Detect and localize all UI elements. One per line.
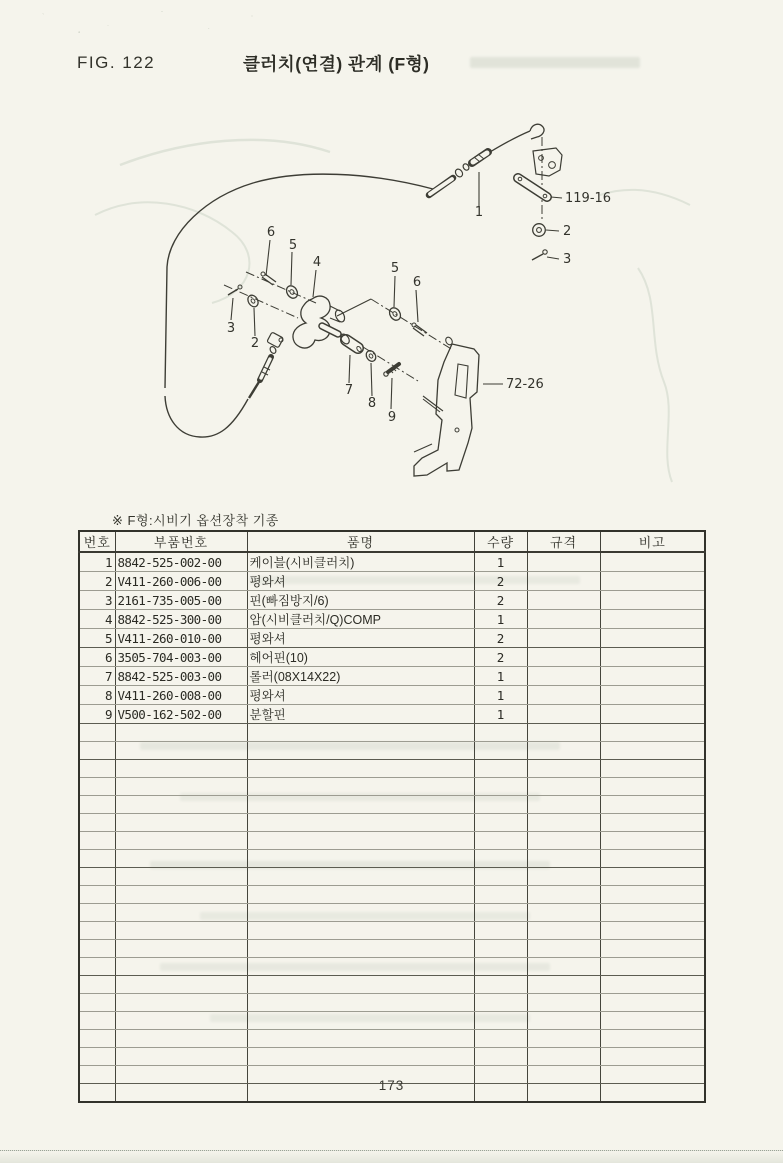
cell-empty [79, 724, 115, 742]
cell-empty [527, 760, 600, 778]
cell-empty [247, 868, 474, 886]
cell-empty [247, 994, 474, 1012]
cell-empty [600, 850, 705, 868]
cell-empty [115, 850, 247, 868]
cell-empty [79, 1030, 115, 1048]
cell-empty [474, 796, 527, 814]
cell-part_no: V411-260-010-00 [115, 629, 247, 648]
cell-name: 롤러(08X14X22) [247, 667, 474, 686]
cell-part_no: V411-260-006-00 [115, 572, 247, 591]
cell-empty [474, 760, 527, 778]
cell-empty [247, 814, 474, 832]
cell-remark [600, 610, 705, 629]
table-row [79, 552, 705, 572]
cell-empty [527, 724, 600, 742]
table-row-empty [79, 742, 705, 760]
cell-empty [527, 922, 600, 940]
col-header-spec: 규격 [527, 531, 600, 552]
cell-empty [115, 958, 247, 976]
cell-qty: 1 [474, 667, 527, 686]
cell-empty [527, 850, 600, 868]
table-row-empty [79, 778, 705, 796]
cell-empty [247, 1030, 474, 1048]
cell-empty [247, 958, 474, 976]
cell-empty [600, 922, 705, 940]
cell-qty: 2 [474, 591, 527, 610]
cell-empty [600, 976, 705, 994]
cell-empty [247, 1048, 474, 1066]
table-row-empty [79, 940, 705, 958]
table-row [79, 686, 705, 705]
cell-name: 평와셔 [247, 686, 474, 705]
clutch-cable-drawing [165, 124, 544, 437]
cell-qty: 1 [474, 552, 527, 572]
cell-empty [474, 958, 527, 976]
cell-part_no: V411-260-008-00 [115, 686, 247, 705]
callout-9: 9 [387, 410, 397, 425]
cell-name: 평와셔 [247, 629, 474, 648]
cell-part_no: 8842-525-300-00 [115, 610, 247, 629]
page-number: 173 [378, 1078, 405, 1093]
cell-empty [600, 832, 705, 850]
cell-empty [115, 778, 247, 796]
cell-empty [115, 814, 247, 832]
cell-empty [115, 796, 247, 814]
cell-remark [600, 629, 705, 648]
cell-empty [527, 1048, 600, 1066]
cell-no: 3 [79, 591, 115, 610]
table-row-empty [79, 760, 705, 778]
cell-no: 7 [79, 667, 115, 686]
callout-labels [227, 191, 611, 425]
figure-number: FIG. 122 [77, 53, 156, 72]
cell-spec [527, 667, 600, 686]
cell-empty [79, 742, 115, 760]
cell-empty [247, 940, 474, 958]
cell-empty [247, 778, 474, 796]
cell-empty [600, 742, 705, 760]
cell-empty [115, 940, 247, 958]
cell-empty [474, 922, 527, 940]
table-row-empty [79, 976, 705, 994]
table-row-empty [79, 922, 705, 940]
parts-table-body [79, 552, 705, 1102]
cell-empty [247, 922, 474, 940]
cell-empty [79, 940, 115, 958]
callout-3: 3 [563, 252, 572, 267]
bracket-drawing [414, 336, 479, 476]
cell-empty [527, 778, 600, 796]
cell-empty [115, 904, 247, 922]
cell-remark [600, 552, 705, 572]
cell-empty [527, 868, 600, 886]
cell-empty [79, 904, 115, 922]
cell-spec [527, 610, 600, 629]
cell-qty: 2 [474, 572, 527, 591]
callout-6b: 6 [412, 275, 422, 290]
cell-part_no: 3505-704-003-00 [115, 648, 247, 667]
cell-empty [600, 724, 705, 742]
cell-empty [247, 760, 474, 778]
cell-empty [115, 1030, 247, 1048]
cell-empty [115, 922, 247, 940]
cell-empty [600, 778, 705, 796]
cell-empty [79, 778, 115, 796]
parts-table [78, 530, 706, 1103]
cell-empty [474, 868, 527, 886]
cell-empty [527, 742, 600, 760]
cell-no: 1 [79, 552, 115, 572]
cell-empty [115, 994, 247, 1012]
table-row [79, 629, 705, 648]
cell-empty [527, 958, 600, 976]
cell-empty [600, 940, 705, 958]
callout-5b: 5 [390, 261, 400, 276]
cell-part_no: 8842-525-002-00 [115, 552, 247, 572]
cell-empty [79, 1048, 115, 1066]
hairpin-washer-upper-drawing [261, 272, 300, 300]
cell-part_no: 2161-735-005-00 [115, 591, 247, 610]
cell-empty [600, 760, 705, 778]
callout-2b: 2 [250, 336, 260, 351]
col-header-part-no: 부품번호 [115, 531, 247, 552]
cell-empty [247, 742, 474, 760]
table-row-empty [79, 724, 705, 742]
cell-empty [247, 1012, 474, 1030]
cell-empty [600, 814, 705, 832]
table-row-empty [79, 1012, 705, 1030]
cell-empty [79, 976, 115, 994]
col-header-name: 품명 [247, 531, 474, 552]
cell-empty [79, 994, 115, 1012]
col-header-remark: 비고 [600, 531, 705, 552]
cell-empty [527, 1030, 600, 1048]
cell-qty: 2 [474, 648, 527, 667]
cell-empty [79, 922, 115, 940]
cell-qty: 1 [474, 686, 527, 705]
cell-empty [527, 904, 600, 922]
cell-empty [474, 814, 527, 832]
table-row-empty [79, 796, 705, 814]
cell-no: 4 [79, 610, 115, 629]
cell-empty [600, 868, 705, 886]
ref-label-119-16: 119-16 [565, 191, 612, 206]
cell-empty [474, 832, 527, 850]
cell-spec [527, 552, 600, 572]
cell-empty [600, 994, 705, 1012]
cell-part_no: 8842-525-003-00 [115, 667, 247, 686]
cell-empty [474, 940, 527, 958]
callout-leader-lines [231, 172, 562, 409]
cell-spec [527, 572, 600, 591]
cell-empty [600, 886, 705, 904]
cell-spec [527, 591, 600, 610]
callout-4: 4 [312, 255, 322, 270]
cell-name: 케이블(시비클러치) [247, 552, 474, 572]
cell-empty [115, 742, 247, 760]
cell-empty [247, 904, 474, 922]
cell-empty [474, 886, 527, 904]
table-row [79, 610, 705, 629]
cell-empty [115, 868, 247, 886]
cell-empty [527, 1012, 600, 1030]
cell-empty [247, 796, 474, 814]
cell-spec [527, 629, 600, 648]
table-row-empty [79, 886, 705, 904]
cell-name: 평와셔 [247, 572, 474, 591]
cell-empty [79, 814, 115, 832]
cell-no: 5 [79, 629, 115, 648]
cell-empty [527, 994, 600, 1012]
table-row-empty [79, 814, 705, 832]
cell-empty [474, 724, 527, 742]
hanger-assembly-drawing [518, 137, 562, 260]
cell-name: 분할핀 [247, 705, 474, 724]
callout-7: 7 [344, 383, 354, 398]
arm-drawing [293, 296, 346, 348]
cell-spec [527, 686, 600, 705]
cell-empty [600, 796, 705, 814]
col-header-qty: 수량 [474, 531, 527, 552]
table-row-empty [79, 832, 705, 850]
cell-empty [474, 778, 527, 796]
cell-empty [527, 832, 600, 850]
callout-8: 8 [367, 396, 377, 411]
cell-remark [600, 705, 705, 724]
cell-empty [600, 1012, 705, 1030]
cell-remark [600, 648, 705, 667]
cell-empty [474, 742, 527, 760]
hairpin-washer-right-drawing [387, 306, 427, 336]
cell-empty [474, 1030, 527, 1048]
cell-empty [600, 1048, 705, 1066]
cell-no: 8 [79, 686, 115, 705]
cell-empty [115, 760, 247, 778]
cell-empty [247, 832, 474, 850]
cell-empty [115, 1012, 247, 1030]
cell-empty [79, 850, 115, 868]
cell-remark [600, 591, 705, 610]
cell-empty [474, 850, 527, 868]
cell-empty [247, 886, 474, 904]
table-row-empty [79, 1048, 705, 1066]
callout-2: 2 [563, 224, 572, 239]
callout-5: 5 [288, 238, 298, 253]
cell-empty [79, 868, 115, 886]
cell-remark [600, 686, 705, 705]
cell-empty [474, 1048, 527, 1066]
table-row-empty [79, 1030, 705, 1048]
cell-empty [79, 886, 115, 904]
cell-spec [527, 705, 600, 724]
cell-empty [527, 814, 600, 832]
cell-empty [115, 832, 247, 850]
callout-1: 1 [474, 205, 484, 220]
cell-empty [527, 886, 600, 904]
cell-name: 핀(빠짐방지/6) [247, 591, 474, 610]
cell-qty: 1 [474, 705, 527, 724]
cell-empty [474, 904, 527, 922]
table-row-empty [79, 868, 705, 886]
cell-empty [474, 1012, 527, 1030]
cell-empty [79, 958, 115, 976]
table-row [79, 667, 705, 686]
table-row [79, 705, 705, 724]
cell-empty [474, 976, 527, 994]
cell-empty [247, 976, 474, 994]
cell-empty [247, 850, 474, 868]
table-row [79, 591, 705, 610]
cell-no: 9 [79, 705, 115, 724]
cell-qty: 1 [474, 610, 527, 629]
table-row-empty [79, 850, 705, 868]
cell-empty [79, 796, 115, 814]
callout-3b: 3 [226, 321, 236, 336]
table-header-row [79, 531, 705, 552]
cell-name: 헤어핀(10) [247, 648, 474, 667]
table-row [79, 572, 705, 591]
cell-empty [600, 1030, 705, 1048]
cell-remark [600, 572, 705, 591]
roller-washer-pin-drawing [339, 333, 399, 377]
page-title: 클러치(연결) 관계 (F형) [243, 54, 430, 74]
table-note: ※ F형:시비기 옵션장착 기종 [112, 513, 279, 528]
col-header-no: 번호 [79, 531, 115, 552]
table-row-empty [79, 994, 705, 1012]
cell-empty [115, 724, 247, 742]
cell-empty [115, 976, 247, 994]
cell-empty [600, 904, 705, 922]
cell-empty [474, 994, 527, 1012]
cell-empty [527, 976, 600, 994]
cell-empty [115, 886, 247, 904]
cell-qty: 2 [474, 629, 527, 648]
callout-6: 6 [266, 225, 276, 240]
cell-empty [115, 1048, 247, 1066]
cell-empty [600, 958, 705, 976]
cell-remark [600, 667, 705, 686]
cell-part_no: V500-162-502-00 [115, 705, 247, 724]
cell-empty [527, 940, 600, 958]
table-row-empty [79, 904, 705, 922]
cell-empty [79, 1012, 115, 1030]
table-row-empty [79, 958, 705, 976]
ref-label-72-26: 72-26 [506, 377, 544, 392]
cell-empty [79, 760, 115, 778]
cell-empty [79, 832, 115, 850]
cell-name: 암(시비클러치/Q)COMP [247, 610, 474, 629]
cell-empty [527, 796, 600, 814]
table-row [79, 648, 705, 667]
cell-empty [247, 724, 474, 742]
cell-no: 2 [79, 572, 115, 591]
cell-no: 6 [79, 648, 115, 667]
cell-spec [527, 648, 600, 667]
